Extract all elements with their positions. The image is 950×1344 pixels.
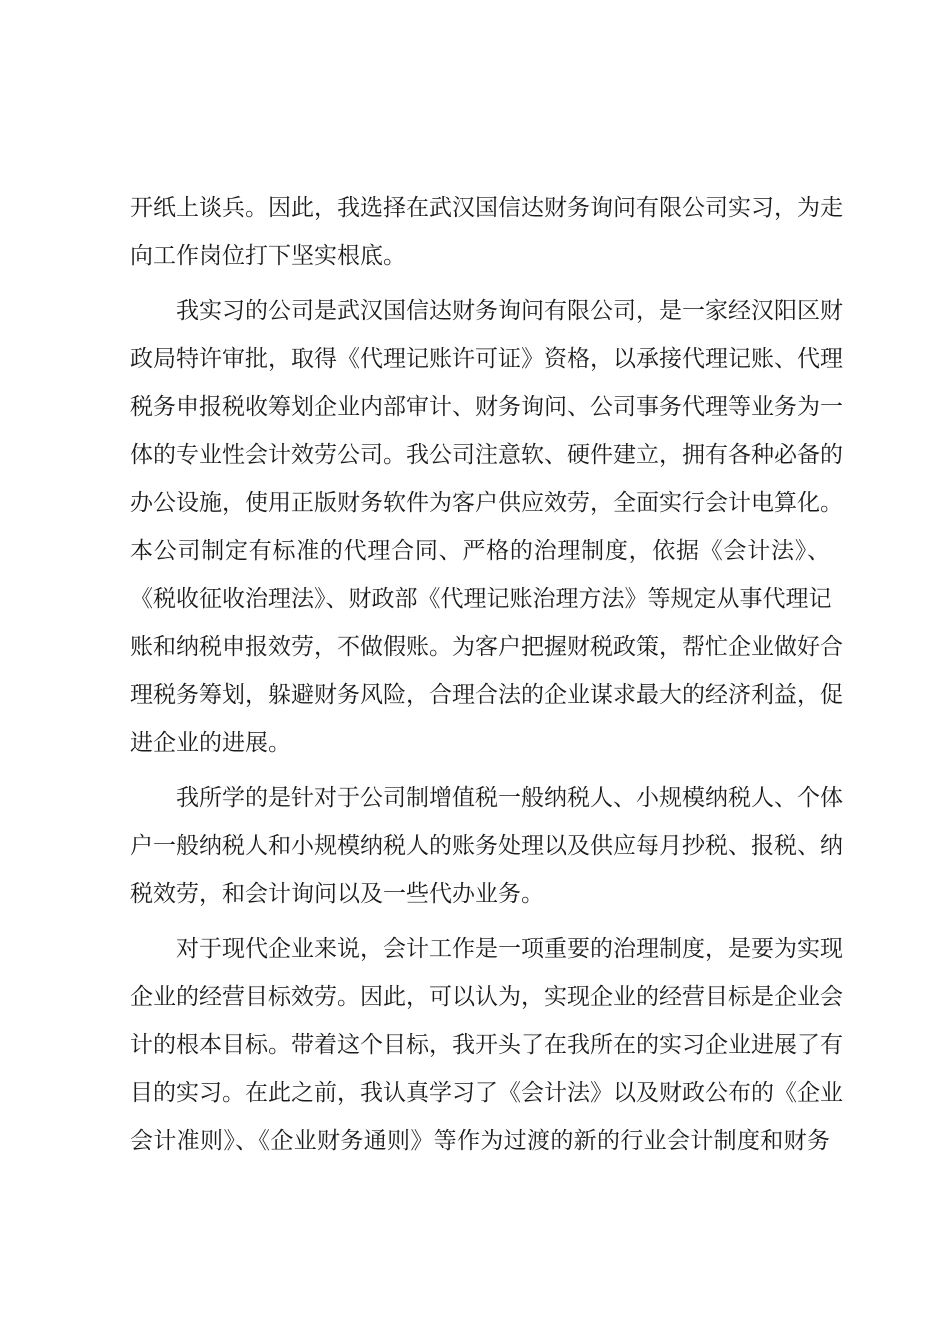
text-line: 理税务筹划，躲避财务风险，合理合法的企业谋求最大的经济利益，促 bbox=[130, 682, 843, 708]
text-line: 计的根本目标。带着这个目标，我开头了在我所在的实习企业进展了有 bbox=[130, 1032, 843, 1058]
text-line: 进企业的进展。 bbox=[130, 730, 291, 756]
paragraph bbox=[130, 287, 843, 767]
text-line: 企业的经营目标效劳。因此，可以认为，实现企业的经营目标是企业会 bbox=[130, 984, 843, 1010]
text-line: 我所学的是针对于公司制增值税一般纳税人、小规模纳税人、个体 bbox=[176, 785, 843, 811]
text-line: 户一般纳税人和小规模纳税人的账务处理以及供应每月抄税、报税、纳 bbox=[130, 833, 843, 859]
text-line: 对于现代企业来说，会计工作是一项重要的治理制度，是要为实现 bbox=[176, 936, 843, 962]
paragraph bbox=[130, 925, 843, 1165]
text-line: 《税收征收治理法》、财政部《代理记账治理方法》等规定从事代理记 bbox=[130, 586, 832, 612]
text-line: 体的专业性会计效劳公司。我公司注意软、硬件建立，拥有各种必备的 bbox=[130, 442, 843, 468]
text-line: 政局特许审批，取得《代理记账许可证》资格，以承接代理记账、代理 bbox=[130, 346, 843, 372]
text-line: 账和纳税申报效劳，不做假账。为客户把握财税政策，帮忙企业做好合 bbox=[130, 634, 843, 660]
text-line: 我实习的公司是武汉国信达财务询问有限公司，是一家经汉阳区财 bbox=[176, 298, 843, 324]
paragraph bbox=[130, 774, 843, 918]
text-line: 会计准则》、《企业财务通则》等作为过渡的新的行业会计制度和财务 bbox=[130, 1128, 830, 1154]
text-line: 税效劳，和会计询问以及一些代办业务。 bbox=[130, 881, 544, 907]
document-body bbox=[130, 184, 843, 1165]
paragraph bbox=[130, 184, 843, 280]
text-line: 开纸上谈兵。因此，我选择在武汉国信达财务询问有限公司实习，为走 bbox=[130, 195, 843, 221]
text-line: 本公司制定有标准的代理合同、严格的治理制度，依据《会计法》、 bbox=[130, 538, 830, 564]
text-line: 向工作岗位打下坚实根底。 bbox=[130, 243, 406, 269]
text-line: 税务申报税收筹划企业内部审计、财务询问、公司事务代理等业务为一 bbox=[130, 394, 843, 420]
text-line: 目的实习。在此之前，我认真学习了《会计法》以及财政公布的《企业 bbox=[130, 1080, 843, 1106]
text-line: 办公设施，使用正版财务软件为客户供应效劳，全面实行会计电算化。 bbox=[130, 490, 843, 516]
